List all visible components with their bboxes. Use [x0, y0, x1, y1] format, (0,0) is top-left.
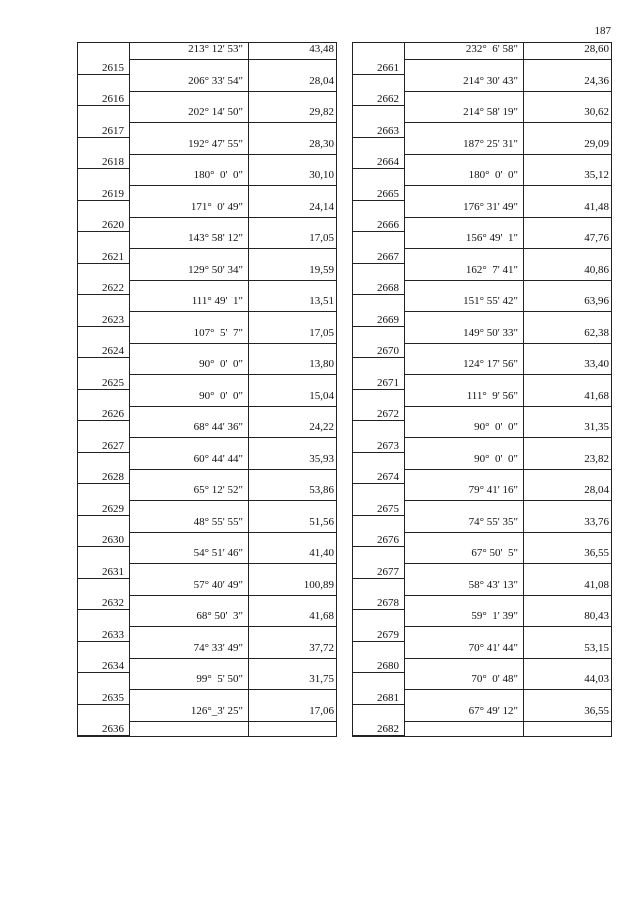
- point-cell: [353, 673, 405, 705]
- point-number: 2678: [377, 597, 399, 609]
- row-separator: [130, 311, 336, 312]
- angle-value: 129° 50' 34": [188, 263, 243, 276]
- length-value: 43,48: [309, 43, 334, 55]
- angle-value: 65° 12' 52": [193, 484, 243, 496]
- length-value: 28,30: [309, 137, 334, 150]
- point-cell: [353, 547, 405, 579]
- table-row: [353, 579, 611, 611]
- point-cell: [353, 453, 405, 485]
- point-number: 2628: [102, 471, 124, 483]
- length-value: 44,03: [584, 673, 609, 685]
- angle-value: 74° 33' 49": [193, 641, 243, 654]
- point-number: 2680: [377, 660, 399, 672]
- point-number: 2674: [377, 471, 399, 483]
- row-separator: [130, 406, 336, 407]
- angle-value: 90° 0' 0": [199, 389, 243, 402]
- angle-value: 74° 55' 35": [468, 515, 518, 528]
- angle-value: 90° 0' 0": [474, 421, 518, 433]
- point-cell: [353, 232, 405, 264]
- table-row: [78, 453, 336, 485]
- row-separator: [130, 280, 336, 281]
- length-value: 36,55: [584, 704, 609, 717]
- angle-value: 67° 50' 5": [471, 547, 518, 559]
- table-row: [78, 232, 336, 264]
- row-separator: [405, 185, 611, 186]
- table-row: [353, 673, 611, 705]
- point-cell: [353, 327, 405, 359]
- length-value: 15,04: [309, 389, 334, 402]
- angle-value: 213° 12' 53": [188, 43, 243, 55]
- row-separator: [130, 532, 336, 533]
- point-number: 2630: [102, 534, 124, 546]
- point-number: 2625: [102, 376, 124, 389]
- length-value: 100,89: [303, 578, 334, 591]
- point-cell: [78, 264, 130, 296]
- table-row: [78, 673, 336, 705]
- point-cell: [78, 579, 130, 611]
- length-value: 30,10: [309, 169, 334, 181]
- angle-value: 58° 43' 13": [468, 578, 518, 591]
- length-value: 19,59: [309, 263, 334, 276]
- point-cell: [78, 421, 130, 453]
- angle-value: 70° 0' 48": [471, 673, 518, 685]
- point-number: 2631: [102, 565, 124, 578]
- table-row: [78, 390, 336, 422]
- point-number: 2620: [102, 219, 124, 231]
- point-cell: [353, 295, 405, 327]
- point-cell: [78, 547, 130, 579]
- angle-value: 67° 49' 12": [468, 704, 518, 717]
- row-separator: [405, 563, 611, 564]
- angle-value: 59° 1' 39": [471, 610, 518, 622]
- table-row: [78, 43, 336, 75]
- angle-value: 124° 17' 56": [463, 358, 518, 370]
- point-separator: [78, 735, 130, 736]
- angle-value: 214° 58' 19": [463, 106, 518, 118]
- point-cell: [78, 358, 130, 390]
- point-cell: [353, 264, 405, 296]
- point-number: 2662: [377, 93, 399, 105]
- point-cell: [353, 484, 405, 516]
- length-value: 31,35: [584, 421, 609, 433]
- table-row: [78, 484, 336, 516]
- point-cell: [78, 232, 130, 264]
- row-separator: [130, 595, 336, 596]
- angle-value: 126°_3' 25": [190, 704, 243, 717]
- left-coordinate-table: [77, 42, 337, 737]
- table-row: [353, 75, 611, 107]
- length-value: 35,93: [309, 452, 334, 465]
- table-row: [353, 232, 611, 264]
- angle-value: 60° 44' 44": [193, 452, 243, 465]
- point-cell: [353, 358, 405, 390]
- point-number: 2635: [102, 691, 124, 704]
- table-row: [78, 642, 336, 674]
- angle-value: 57° 40' 49": [193, 578, 243, 591]
- point-number: 2670: [377, 345, 399, 357]
- angle-value: 180° 0' 0": [193, 169, 243, 181]
- row-separator: [405, 280, 611, 281]
- point-cell: [78, 295, 130, 327]
- angle-value: 79° 41' 16": [468, 484, 518, 496]
- point-cell: [353, 579, 405, 611]
- row-separator: [130, 122, 336, 123]
- row-separator: [130, 248, 336, 249]
- point-number: 2666: [377, 219, 399, 231]
- length-value: 80,43: [584, 610, 609, 622]
- point-number: 2681: [377, 691, 399, 704]
- length-value: 28,04: [584, 484, 609, 496]
- row-separator: [130, 689, 336, 690]
- table-row: [353, 453, 611, 485]
- angle-value: 68° 50' 3": [196, 610, 243, 622]
- row-separator: [405, 217, 611, 218]
- length-value: 24,22: [309, 421, 334, 433]
- point-cell: [353, 201, 405, 233]
- point-number: 2665: [377, 187, 399, 200]
- table-row: [353, 201, 611, 233]
- row-separator: [130, 469, 336, 470]
- angle-value: 107° 5' 7": [193, 326, 243, 339]
- row-separator: [405, 437, 611, 438]
- point-cell: [78, 516, 130, 548]
- angle-value: 232° 6' 58": [465, 43, 518, 55]
- table-row: [353, 138, 611, 170]
- point-number: 2671: [377, 376, 399, 389]
- length-value: 13,51: [309, 295, 334, 307]
- point-cell: [78, 75, 130, 107]
- point-cell: [78, 390, 130, 422]
- point-number: 2626: [102, 408, 124, 420]
- point-number: 2677: [377, 565, 399, 578]
- row-separator: [405, 406, 611, 407]
- table-row: [78, 75, 336, 107]
- angle-value: 156° 49' 1": [465, 232, 518, 244]
- point-cell: [353, 106, 405, 138]
- length-value: 33,40: [584, 358, 609, 370]
- length-value: 53,86: [309, 484, 334, 496]
- point-number: 2623: [102, 313, 124, 326]
- row-separator: [130, 343, 336, 344]
- length-value: 41,40: [309, 547, 334, 559]
- row-separator: [130, 374, 336, 375]
- point-number: 2615: [102, 61, 124, 74]
- angle-value: 214° 30' 43": [463, 74, 518, 87]
- length-value: 13,80: [309, 358, 334, 370]
- table-row: [353, 390, 611, 422]
- length-value: 17,06: [309, 704, 334, 717]
- length-value: 41,68: [584, 389, 609, 402]
- point-number: 2636: [102, 723, 124, 735]
- angle-value: 192° 47' 55": [188, 137, 243, 150]
- point-number: 2664: [377, 156, 399, 168]
- row-separator: [130, 91, 336, 92]
- table-row: [353, 43, 611, 75]
- angle-value: 111° 49' 1": [191, 295, 243, 307]
- point-number: 2634: [102, 660, 124, 672]
- angle-value: 90° 0' 0": [199, 358, 243, 370]
- point-number: 2682: [377, 723, 399, 735]
- table-row: [78, 295, 336, 327]
- length-value: 28,04: [309, 74, 334, 87]
- angle-value: 48° 55' 55": [193, 515, 243, 528]
- row-separator: [130, 626, 336, 627]
- right-coordinate-table: [352, 42, 612, 737]
- row-separator: [405, 311, 611, 312]
- row-separator: [405, 122, 611, 123]
- point-number: 2668: [377, 282, 399, 294]
- length-value: 29,82: [309, 106, 334, 118]
- row-separator: [130, 154, 336, 155]
- point-number: 2675: [377, 502, 399, 515]
- length-value: 36,55: [584, 547, 609, 559]
- point-cell: [353, 43, 405, 75]
- point-cell: [78, 673, 130, 705]
- point-cell: [353, 169, 405, 201]
- angle-value: 143° 58' 12": [188, 232, 243, 244]
- length-value: 24,36: [584, 74, 609, 87]
- table-row: [78, 169, 336, 201]
- row-separator: [405, 689, 611, 690]
- point-number: 2676: [377, 534, 399, 546]
- point-cell: [78, 610, 130, 642]
- angle-value: 68° 44' 36": [193, 421, 243, 433]
- length-value: 31,75: [309, 673, 334, 685]
- angle-value: 202° 14' 50": [188, 106, 243, 118]
- point-cell: [78, 642, 130, 674]
- table-row: [353, 421, 611, 453]
- length-value: 41,68: [309, 610, 334, 622]
- row-separator: [130, 658, 336, 659]
- table-row: [78, 516, 336, 548]
- point-number: 2624: [102, 345, 124, 357]
- row-separator: [405, 626, 611, 627]
- table-row: [353, 484, 611, 516]
- row-separator: [130, 185, 336, 186]
- point-number: 2663: [377, 124, 399, 137]
- point-cell: [78, 484, 130, 516]
- row-separator: [405, 59, 611, 60]
- length-value: 41,48: [584, 200, 609, 213]
- row-separator: [405, 91, 611, 92]
- row-separator: [405, 374, 611, 375]
- table-row: [78, 138, 336, 170]
- length-value: 53,15: [584, 641, 609, 654]
- point-number: 2618: [102, 156, 124, 168]
- angle-value: 176° 31' 49": [463, 200, 518, 213]
- angle-value: 206° 33' 54": [188, 74, 243, 87]
- row-separator: [130, 721, 336, 722]
- point-number: 2622: [102, 282, 124, 294]
- table-row: [353, 705, 611, 737]
- length-value: 47,76: [584, 232, 609, 244]
- table-row: [78, 705, 336, 737]
- point-cell: [78, 327, 130, 359]
- point-number: 2669: [377, 313, 399, 326]
- angle-value: 171° 0' 49": [190, 200, 243, 213]
- row-separator: [405, 500, 611, 501]
- table-row: [353, 106, 611, 138]
- point-number: 2619: [102, 187, 124, 200]
- length-value: 35,12: [584, 169, 609, 181]
- point-separator: [353, 735, 405, 736]
- angle-value: 90° 0' 0": [474, 452, 518, 465]
- point-cell: [353, 421, 405, 453]
- table-row: [78, 579, 336, 611]
- table-row: [353, 295, 611, 327]
- angle-value: 54° 51' 46": [193, 547, 243, 559]
- point-number: 2667: [377, 250, 399, 263]
- table-row: [353, 358, 611, 390]
- table-row: [78, 610, 336, 642]
- point-number: 2661: [377, 61, 399, 74]
- length-value: 17,05: [309, 326, 334, 339]
- point-number: 2617: [102, 124, 124, 137]
- row-separator: [130, 217, 336, 218]
- length-value: 41,08: [584, 578, 609, 591]
- point-cell: [353, 138, 405, 170]
- row-separator: [405, 721, 611, 722]
- point-cell: [353, 75, 405, 107]
- point-cell: [353, 642, 405, 674]
- page-number: 187: [594, 25, 611, 37]
- length-value: 24,14: [309, 200, 334, 213]
- angle-value: 162° 7' 41": [465, 263, 518, 276]
- row-separator: [130, 59, 336, 60]
- row-separator: [405, 248, 611, 249]
- length-value: 33,76: [584, 515, 609, 528]
- length-value: 37,72: [309, 641, 334, 654]
- point-cell: [353, 610, 405, 642]
- point-cell: [78, 705, 130, 737]
- point-number: 2616: [102, 93, 124, 105]
- point-cell: [78, 106, 130, 138]
- point-number: 2673: [377, 439, 399, 452]
- angle-value: 151° 55' 42": [463, 295, 518, 307]
- row-separator: [130, 437, 336, 438]
- table-row: [78, 327, 336, 359]
- point-cell: [78, 453, 130, 485]
- angle-value: 70° 41' 44": [468, 641, 518, 654]
- length-value: 30,62: [584, 106, 609, 118]
- table-row: [78, 264, 336, 296]
- point-cell: [78, 138, 130, 170]
- point-cell: [353, 516, 405, 548]
- angle-value: 99° 5' 50": [196, 673, 243, 685]
- table-row: [353, 327, 611, 359]
- row-separator: [405, 658, 611, 659]
- angle-value: 149° 50' 33": [463, 326, 518, 339]
- table-row: [78, 358, 336, 390]
- table-row: [353, 169, 611, 201]
- point-cell: [78, 169, 130, 201]
- point-cell: [78, 201, 130, 233]
- length-value: 29,09: [584, 137, 609, 150]
- angle-value: 180° 0' 0": [468, 169, 518, 181]
- table-row: [78, 421, 336, 453]
- point-cell: [353, 390, 405, 422]
- point-number: 2633: [102, 628, 124, 641]
- point-cell: [78, 43, 130, 75]
- length-value: 17,05: [309, 232, 334, 244]
- point-number: 2672: [377, 408, 399, 420]
- table-row: [78, 201, 336, 233]
- point-number: 2629: [102, 502, 124, 515]
- row-separator: [130, 500, 336, 501]
- point-cell: [353, 705, 405, 737]
- table-row: [353, 610, 611, 642]
- length-value: 62,38: [584, 326, 609, 339]
- length-value: 28,60: [584, 43, 609, 55]
- table-row: [353, 264, 611, 296]
- length-value: 51,56: [309, 515, 334, 528]
- length-value: 40,86: [584, 263, 609, 276]
- row-separator: [405, 154, 611, 155]
- point-number: 2621: [102, 250, 124, 263]
- table-row: [353, 642, 611, 674]
- row-separator: [405, 343, 611, 344]
- table-row: [353, 547, 611, 579]
- angle-value: 187° 25' 31": [463, 137, 518, 150]
- length-value: 23,82: [584, 452, 609, 465]
- point-number: 2632: [102, 597, 124, 609]
- row-separator: [405, 469, 611, 470]
- row-separator: [130, 563, 336, 564]
- length-value: 63,96: [584, 295, 609, 307]
- row-separator: [405, 595, 611, 596]
- table-row: [353, 516, 611, 548]
- table-row: [78, 547, 336, 579]
- row-separator: [405, 532, 611, 533]
- point-number: 2627: [102, 439, 124, 452]
- table-row: [78, 106, 336, 138]
- point-number: 2679: [377, 628, 399, 641]
- angle-value: 111° 9' 56": [466, 389, 518, 402]
